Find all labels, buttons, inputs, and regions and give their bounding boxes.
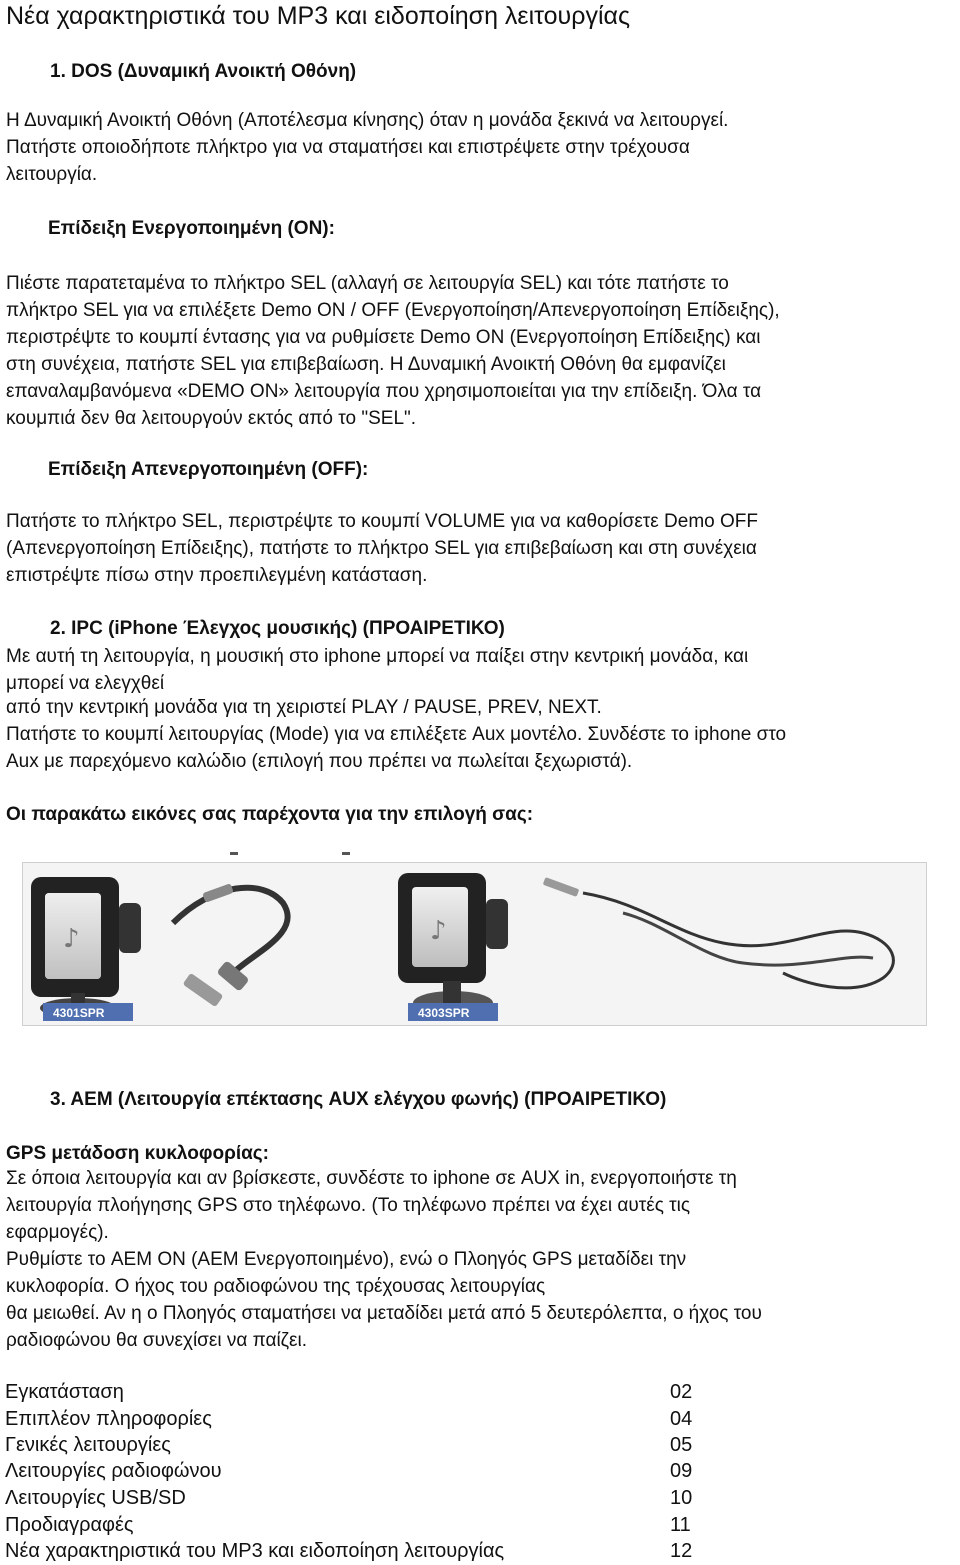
section1-heading: 1. DOS (Δυναμική Ανοικτή Οθόνη) xyxy=(50,61,357,82)
section2-para-line: Aux με παρεχόμενο καλώδιο (επιλογή που πρέπει να πωλείται ξεχωριστά). xyxy=(6,751,633,772)
svg-text:♪: ♪ xyxy=(430,916,447,946)
model-label: 4303SPR xyxy=(418,1006,470,1020)
toc-item-page: 12 xyxy=(670,1540,693,1562)
demo-on-line: στη συνέχεια, πατήστε SEL για επιβεβαίωση. Η Δυναμική Ανοικτή Οθόνη θα εμφανίζει xyxy=(6,354,726,375)
demo-off-line: επιστρέψτε πίσω στην προεπιλεγμένη κατάσταση. xyxy=(6,565,428,586)
toc-item-label: Νέα χαρακτηριστικά του MP3 και ειδοποίηση λειτουργίας xyxy=(5,1540,505,1562)
demo-off-line: Πατήστε το πλήκτρο SEL, περιστρέψτε το κουμπί VOLUME για να καθορίσετε Demo OFF xyxy=(6,511,759,532)
section3-para-line: Ρυθμίστε το AEM ON (AEM Ενεργοποιημένο), ενώ ο Πλοηγός GPS μεταδίδει την xyxy=(6,1249,687,1270)
section3-para-line: Σε όποια λειτουργία και αν βρίσκεστε, συνδέστε το iphone σε AUX in, ενεργοποιήστε τη xyxy=(6,1168,737,1189)
section2-para-line: μπορεί να ελεγχθεί xyxy=(6,673,165,694)
product-photo xyxy=(22,862,927,1026)
gps-heading: GPS μετάδοση κυκλοφορίας: xyxy=(6,1143,269,1164)
separator-mark xyxy=(230,852,238,855)
demo-off-line: (Απενεργοποίηση Επίδειξης), πατήστε το πλήκτρο SEL για επιβεβαίωση και στη συνέχεια xyxy=(6,538,757,559)
phone-holder-image-right xyxy=(398,873,508,1015)
section1-para-line: Πατήστε οποιοδήποτε πλήκτρο για να σταματήσει και επιστρέψετε στην τρέχουσα xyxy=(6,137,690,158)
toc-item-page: 05 xyxy=(670,1434,693,1456)
section3-para-line: λειτουργία πλοήγησης GPS στο τηλέφωνο. (Το τηλέφωνο πρέπει να έχει αυτές τις xyxy=(6,1195,691,1216)
demo-off-heading: Επίδειξη Απενεργοποιημένη (OFF): xyxy=(48,459,369,480)
section1-para-line: λειτουργία. xyxy=(6,164,98,185)
toc-item-page: 02 xyxy=(670,1381,693,1403)
toc-item-label: Επιπλέον πληροφορίες xyxy=(5,1408,212,1430)
section3-heading: 3. AEM (Λειτουργία επέκτασης AUX ελέγχου φωνής) (ΠΡΟΑΙΡΕΤΙΚΟ) xyxy=(50,1089,667,1110)
toc-item-label: Προδιαγραφές xyxy=(5,1514,134,1536)
demo-on-line: επαναλαμβανόμενα «DEMO ON» λειτουργία που χρησιμοποιείται για την επίδειξη. Όλα τα xyxy=(6,381,762,402)
demo-on-line: πλήκτρο SEL για να επιλέξετε Demo ON / OFF (Ενεργοποίηση/Απενεργοποίηση Επίδειξης), xyxy=(6,300,780,321)
toc-item-label: Λειτουργίες USB/SD xyxy=(5,1487,186,1509)
product-illustration xyxy=(23,863,926,1025)
separator-mark xyxy=(342,852,350,855)
section3-para-line: εφαρμογές). xyxy=(6,1222,109,1243)
svg-text:♪: ♪ xyxy=(63,924,80,954)
section1-para-line: Η Δυναμική Ανοικτή Οθόνη (Αποτέλεσμα κίνησης) όταν η μονάδα ξεκινά να λειτουργεί. xyxy=(6,110,729,131)
demo-on-line: κουμπιά δεν θα λειτουργούν εκτός από το "SEL". xyxy=(6,408,417,429)
toc-item-label: Λειτουργίες ραδιοφώνου xyxy=(5,1460,222,1482)
toc-item-label: Εγκατάσταση xyxy=(5,1381,124,1403)
section2-para-line: Με αυτή τη λειτουργία, η μουσική στο iphone μπορεί να παίξει στην κεντρική μονάδα, και xyxy=(6,646,749,667)
aux-cable-image-left xyxy=(173,883,288,1007)
toc-item-page: 09 xyxy=(670,1460,693,1482)
section3-para-line: κυκλοφορία. Ο ήχος του ραδιοφώνου της τρέχουσας λειτουργίας xyxy=(6,1276,546,1297)
section3-para-line: θα μειωθεί. Αν η ο Πλοηγός σταματήσει να μεταδίδει μετά από 5 δευτερόλεπτα, ο ήχος του xyxy=(6,1303,762,1324)
section3-para-line: ραδιοφώνου θα συνεχίσει να παίζει. xyxy=(6,1330,308,1351)
section2-para-line: από την κεντρική μονάδα για τη χειριστεί PLAY / PAUSE, PREV, NEXT. xyxy=(6,697,602,718)
section2-para-line: Πατήστε το κουμπί λειτουργίας (Mode) για να επιλέξετε Aux μοντέλο. Συνδέστε το iphone στο xyxy=(6,724,787,745)
section2-heading: 2. IPC (iPhone Έλεγχος μουσικής) (ΠΡΟΑΙΡΕΤΙΚΟ) xyxy=(50,618,505,639)
toc-item-page: 10 xyxy=(670,1487,693,1509)
toc-item-page: 04 xyxy=(670,1408,693,1430)
phone-holder-image-left xyxy=(31,877,141,1018)
page-title: Νέα χαρακτηριστικά του MP3 και ειδοποίηση λειτουργίας xyxy=(6,2,630,30)
demo-on-heading: Επίδειξη Ενεργοποιημένη (ON): xyxy=(48,218,335,239)
model-label: 4301SPR xyxy=(53,1006,105,1020)
images-heading: Οι παρακάτω εικόνες σας παρέχοντα για την επιλογή σας: xyxy=(6,804,534,825)
demo-on-line: Πιέστε παρατεταμένα το πλήκτρο SEL (αλλαγή σε λειτουργία SEL) και τότε πατήστε το xyxy=(6,273,729,294)
toc-item-page: 11 xyxy=(670,1514,691,1536)
demo-on-line: περιστρέψτε το κουμπί έντασης για να ρυθμίσετε Demo ON (Ενεργοποίηση Επίδειξης) και xyxy=(6,327,761,348)
toc-item-label: Γενικές λειτουργίες xyxy=(5,1434,171,1456)
aux-cable-image-right xyxy=(543,877,894,988)
